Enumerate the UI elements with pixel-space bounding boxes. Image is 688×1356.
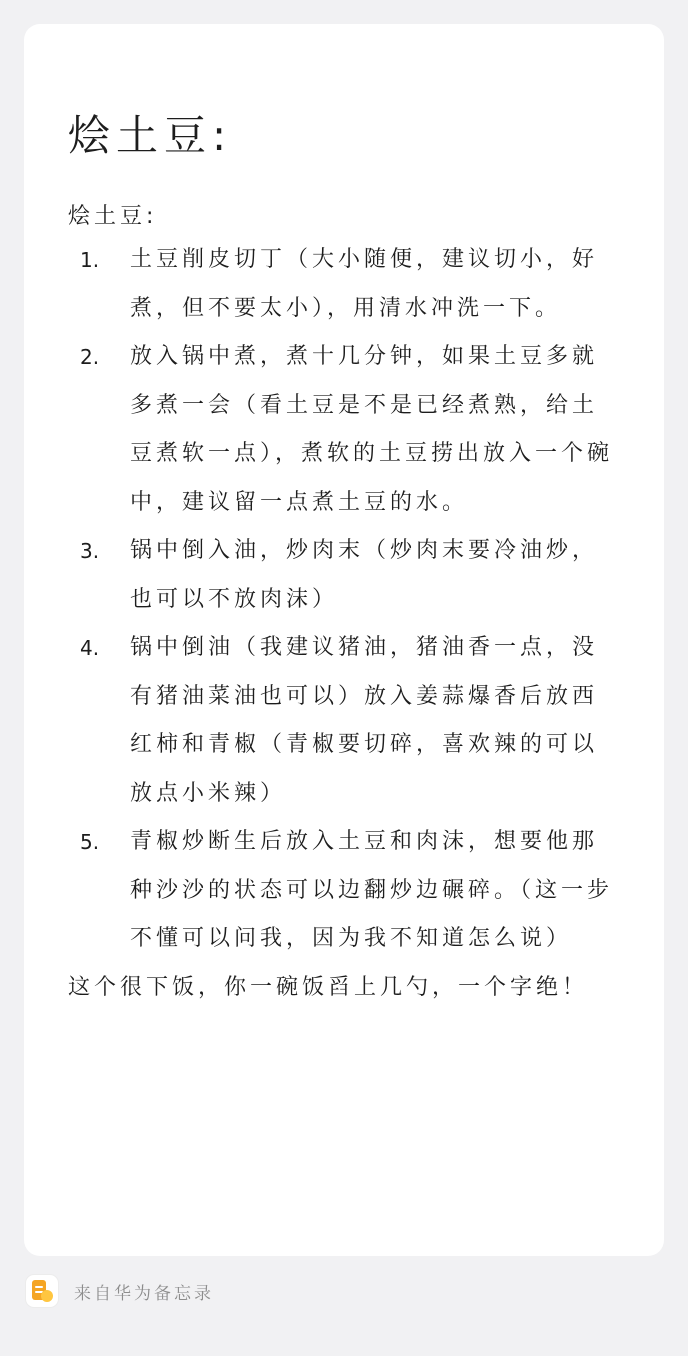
- step-item: [68, 236, 618, 333]
- step-text: 锅中倒油（我建议猪油，猪油香一点，没有猪油菜油也可以）放入姜蒜爆香后放西红柿和青椒（青椒要切碎，喜欢辣的可以放点小米辣）: [130, 635, 599, 806]
- note-title: 烩土豆:: [68, 111, 233, 160]
- attribution-text: 来自华为备忘录: [74, 1283, 214, 1304]
- step-item: [68, 333, 618, 527]
- closing-remark: 这个很下饭，你一碗饭舀上几勺，一个字绝！: [68, 974, 589, 1000]
- step-item: [68, 527, 618, 624]
- step-number: 1.: [80, 248, 100, 272]
- step-text: 青椒炒断生后放入土豆和肉沫，想要他那种沙沙的状态可以边翻炒边碾碎。（这一步不懂可以问我，因为我不知道怎么说）: [130, 829, 614, 951]
- app-attribution: [26, 1274, 214, 1308]
- steps-list: [68, 236, 618, 964]
- note-card: [24, 24, 664, 1256]
- step-number: 2.: [80, 345, 100, 369]
- step-text: 放入锅中煮，煮十几分钟，如果土豆多就多煮一会（看土豆是不是已经煮熟，给土豆煮软一点），煮软的土豆捞出放入一个碗中，建议留一点煮土豆的水。: [130, 344, 614, 515]
- step-text: 土豆削皮切丁（大小随便，建议切小，好煮，但不要太小），用清水冲洗一下。: [130, 247, 599, 321]
- step-item: [68, 818, 618, 964]
- step-number: 5.: [80, 830, 100, 854]
- step-number: 3.: [80, 539, 100, 563]
- note-subtitle: 烩土豆:: [68, 204, 158, 229]
- step-item: [68, 624, 618, 818]
- step-number: 4.: [80, 636, 100, 660]
- notes-app-icon: [26, 1275, 58, 1307]
- step-text: 锅中倒入油，炒肉末（炒肉末要冷油炒，也可以不放肉沫）: [130, 538, 599, 612]
